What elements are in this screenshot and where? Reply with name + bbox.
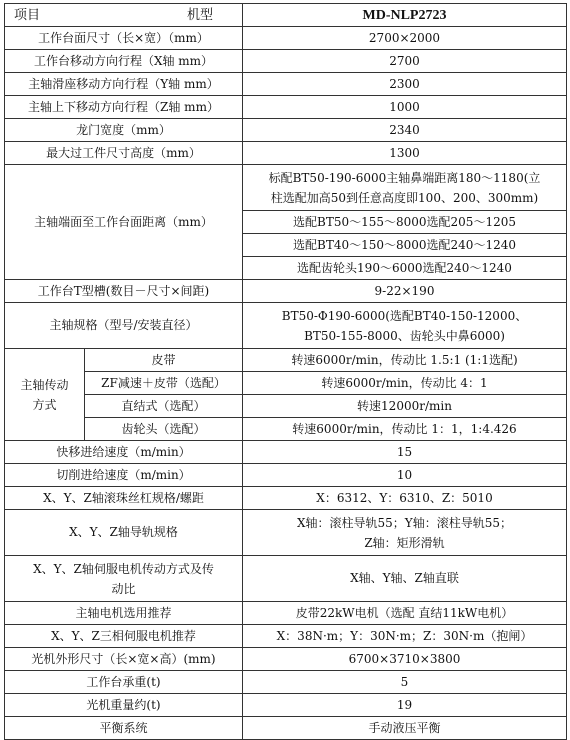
table-row: [5, 27, 567, 50]
spindle-distance-option: 选配BT50～155～8000选配205～1205: [243, 211, 567, 234]
row-value: 2700: [243, 50, 567, 73]
table-row: [5, 648, 567, 671]
tail-value: 5: [243, 671, 567, 694]
spindle-spec-label: 主轴规格（型号/安装直径）: [5, 303, 243, 349]
drive-value: 转速6000r/min，传动比 4：1: [243, 372, 567, 395]
ballscrew-value: X：6312、Y：6310、Z：5010: [243, 487, 567, 510]
drive-type: ZF减速＋皮带（选配）: [85, 372, 243, 395]
drive-row: [5, 395, 567, 418]
table-row: [5, 73, 567, 96]
table-row: [5, 694, 567, 717]
feed-value: 10: [243, 464, 567, 487]
spindle-spec-line: BT50-Φ190-6000(选配BT40-150-12000、: [281, 308, 528, 323]
feed-value: 15: [243, 441, 567, 464]
drive-type: 直结式（选配）: [85, 395, 243, 418]
spindle-distance-line: 标配BT50-190-6000主轴鼻端距离180～1180(立: [268, 170, 541, 185]
row-label: 龙门宽度（mm）: [5, 119, 243, 142]
spindle-distance-label: 主轴端面至工作台面距离（mm）: [5, 165, 243, 280]
row-value: 1000: [243, 96, 567, 119]
row-label: 工作台移动方向行程（X轴 mm）: [5, 50, 243, 73]
guide-row: [5, 510, 567, 556]
drive-row: [5, 372, 567, 395]
row-value: 1300: [243, 142, 567, 165]
spindle-spec-value: [243, 303, 567, 349]
table-row: [5, 671, 567, 694]
header-row: [5, 4, 567, 27]
spindle-distance-option: 选配BT40～150～8000选配240～1240: [243, 234, 567, 257]
tail-label: 光机外形尺寸（长×宽×高）(mm): [5, 648, 243, 671]
table-row: [5, 487, 567, 510]
drive-value: 转速6000r/min，传动比 1：1，1:4.426: [243, 418, 567, 441]
servo-drive-label: [5, 556, 243, 602]
header-model-value: MD-NLP2723: [243, 4, 567, 27]
t-slot-label: 工作台T型槽(数目－尺寸×间距): [5, 280, 243, 303]
tail-value: X：38N·m；Y：30N·m；Z：30N·m（抱闸）: [243, 625, 567, 648]
servo-drive-label-line: X、Y、Z轴伺服电机传动方式及传: [33, 561, 214, 576]
t-slot-value: 9-22×190: [243, 280, 567, 303]
guide-value: [243, 510, 567, 556]
tail-label: 平衡系统: [5, 717, 243, 740]
row-label: 主轴上下移动方向行程（Z轴 mm）: [5, 96, 243, 119]
guide-line: Z轴：矩形滑轨: [364, 535, 445, 550]
tail-value: 皮带22kW电机（选配 直结11kW电机）: [243, 602, 567, 625]
row-label: 最大过工件尺寸高度（mm）: [5, 142, 243, 165]
drive-label-line: 主轴传动: [20, 377, 69, 392]
header-model-label: 机型: [186, 7, 213, 23]
tail-label: X、Y、Z三相伺服电机推荐: [5, 625, 243, 648]
table-row: [5, 142, 567, 165]
spindle-spec-row: [5, 303, 567, 349]
table-row: [5, 280, 567, 303]
tail-value: 手动液压平衡: [243, 717, 567, 740]
spindle-distance-standard: [243, 165, 567, 211]
servo-drive-row: [5, 556, 567, 602]
table-row: [5, 96, 567, 119]
tail-label: 主轴电机选用推荐: [5, 602, 243, 625]
table-row: [5, 441, 567, 464]
drive-type: 皮带: [85, 349, 243, 372]
tail-value: 19: [243, 694, 567, 717]
tail-label: 工作台承重(t): [5, 671, 243, 694]
drive-value: 转速12000r/min: [243, 395, 567, 418]
spindle-spec-line: BT50-155-8000、齿轮头中鼻6000): [304, 328, 505, 343]
header-item-label: 项目: [14, 7, 41, 23]
guide-line: X轴：滚柱导轨55；Y轴：滚柱导轨55；: [296, 515, 512, 530]
guide-label: X、Y、Z轴导轨规格: [5, 510, 243, 556]
drive-value: 转速6000r/min，传动比 1.5:1 (1:1选配): [243, 349, 567, 372]
drive-type: 齿轮头（选配）: [85, 418, 243, 441]
spec-table: [4, 3, 567, 740]
table-row: [5, 625, 567, 648]
table-row: [5, 119, 567, 142]
servo-drive-value: X轴、Y轴、Z轴直联: [243, 556, 567, 602]
tail-label: 光机重量约(t): [5, 694, 243, 717]
feed-label: 快移进给速度（m/min）: [5, 441, 243, 464]
row-value: 2300: [243, 73, 567, 96]
header-label-cell: [5, 4, 243, 27]
servo-drive-label-line: 动比: [111, 581, 136, 596]
drive-row: [5, 349, 567, 372]
row-label: 主轴滑座移动方向行程（Y轴 mm）: [5, 73, 243, 96]
spindle-distance-line: 柱选配加高50到任意高度即100、200、300mm): [270, 190, 539, 205]
drive-row: [5, 418, 567, 441]
row-label: 工作台面尺寸（长×宽）（mm）: [5, 27, 243, 50]
table-row: [5, 602, 567, 625]
table-row: [5, 464, 567, 487]
spindle-distance-option: 选配齿轮头190～6000选配240～1240: [243, 257, 567, 280]
row-value: 2700×2000: [243, 27, 567, 50]
tail-value: 6700×3710×3800: [243, 648, 567, 671]
table-row: [5, 717, 567, 740]
spindle-distance-row: [5, 165, 567, 211]
ballscrew-label: X、Y、Z轴滚珠丝杠规格/螺距: [5, 487, 243, 510]
feed-label: 切削进给速度（m/min）: [5, 464, 243, 487]
row-value: 2340: [243, 119, 567, 142]
drive-label-line: 方式: [32, 397, 57, 412]
table-row: [5, 50, 567, 73]
drive-label: [5, 349, 85, 441]
